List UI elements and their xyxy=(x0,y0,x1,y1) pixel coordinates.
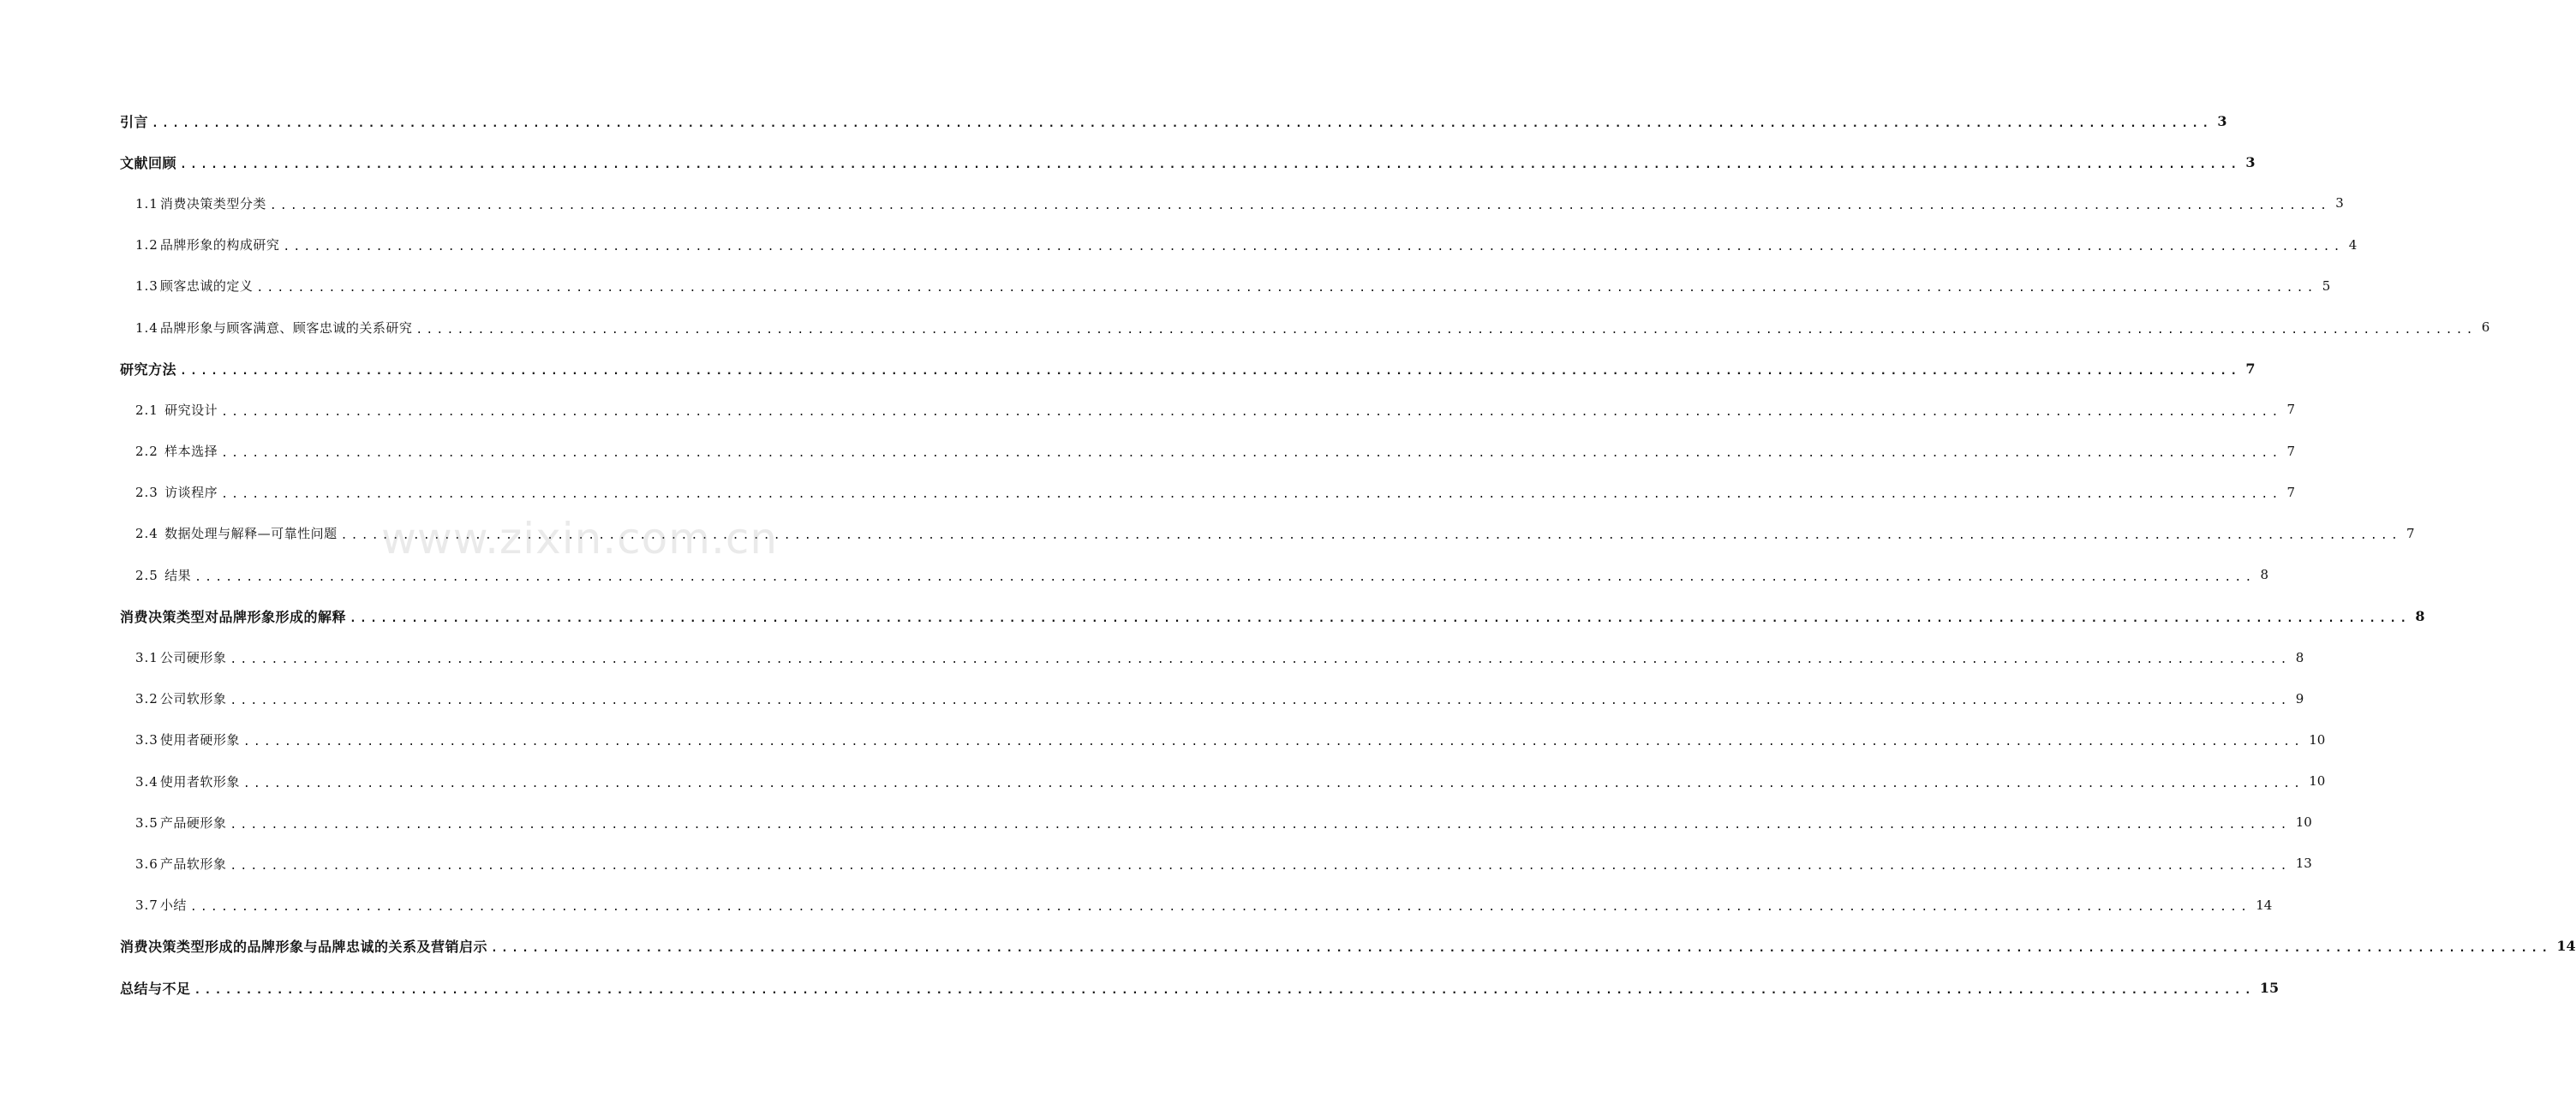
toc-entry-title: 公司硬形象 xyxy=(159,650,227,666)
toc-page-number: 3 xyxy=(2245,153,2256,170)
toc-entry-number: 3.4 xyxy=(135,773,158,790)
toc-page-number: 7 xyxy=(2286,484,2296,500)
toc-section-entry[interactable] xyxy=(120,265,2331,307)
toc-entry-label xyxy=(135,277,253,295)
toc-page-number: 5 xyxy=(2322,277,2331,294)
toc-entry-label xyxy=(135,648,226,666)
toc-entry-number: 2.3 xyxy=(135,485,158,501)
dot-leader: ........................................................................................................................................................................................................ xyxy=(242,777,2304,790)
toc-entry-label xyxy=(135,566,191,584)
dot-leader: ........................................................................................................................................................................................................ xyxy=(194,570,2256,584)
toc-section-entry[interactable] xyxy=(120,307,2490,348)
toc-page-number: 8 xyxy=(2260,567,2269,583)
toc-entry-title: 研究方法 xyxy=(120,361,177,378)
toc-section-entry[interactable] xyxy=(120,760,2326,802)
dot-leader: ........................................................................................................................................................................................................ xyxy=(283,241,2344,254)
toc-entry-label xyxy=(135,896,187,914)
toc-page-number: 4 xyxy=(2348,236,2358,253)
dot-leader: ........................................................................................................................................................................................................ xyxy=(256,282,2317,295)
toc-entry-label xyxy=(120,606,346,626)
toc-entry-label xyxy=(120,359,176,379)
toc-entry-label xyxy=(135,442,218,460)
toc-entry-number: 2.2 xyxy=(135,444,158,460)
toc-entry-number: 1.2 xyxy=(135,237,158,253)
toc-entry-label xyxy=(135,236,279,253)
toc-entry-label xyxy=(135,194,266,212)
toc-chapter-entry[interactable] xyxy=(120,100,2227,141)
toc-entry-title: 使用者硬形象 xyxy=(159,732,240,748)
toc-section-entry[interactable] xyxy=(120,843,2312,884)
toc-entry-label xyxy=(135,772,240,790)
dot-leader: ........................................................................................................................................................................................................ xyxy=(230,653,2291,667)
toc-entry-label xyxy=(135,524,338,542)
dot-leader: ........................................................................................................................................................................................................ xyxy=(242,736,2304,749)
toc-page-number: 15 xyxy=(2259,979,2280,996)
dot-leader: ........................................................................................................................................................................................................ xyxy=(221,405,2282,419)
toc-page-number: 14 xyxy=(2556,938,2576,955)
toc-entry-label xyxy=(135,814,226,832)
toc-entry-label xyxy=(120,978,191,998)
toc-chapter-entry[interactable] xyxy=(120,141,2256,182)
toc-entry-label xyxy=(120,111,148,131)
toc-entry-label xyxy=(135,483,218,501)
toc-entry-label xyxy=(120,936,487,956)
toc-entry-label xyxy=(135,689,226,707)
dot-leader: ........................................................................................................................................................................................................ xyxy=(180,158,2241,171)
toc-entry-title: 消费决策类型形成的品牌形象与品牌忠诚的关系及营销启示 xyxy=(120,939,488,956)
dot-leader: ........................................................................................................................................................................................................ xyxy=(415,323,2477,337)
watermark: www.zixin.com.cn xyxy=(381,514,779,563)
toc-entry-label xyxy=(120,152,176,172)
dot-leader: ........................................................................................................................................................................................................ xyxy=(221,488,2282,502)
toc-entry-title: 品牌形象与顾客满意、顾客忠诚的关系研究 xyxy=(159,319,413,336)
dot-leader: ........................................................................................................................................................................................................ xyxy=(340,529,2401,543)
toc-section-entry[interactable] xyxy=(120,678,2304,719)
toc-page-number: 10 xyxy=(2309,731,2326,748)
toc-entry-title: 顾客忠诚的定义 xyxy=(159,278,254,295)
toc-chapter-entry[interactable] xyxy=(120,595,2425,636)
dot-leader: ........................................................................................................................................................................................................ xyxy=(221,447,2282,461)
toc-section-entry[interactable] xyxy=(120,224,2358,265)
toc-section-entry[interactable] xyxy=(120,389,2296,430)
toc-page-number: 13 xyxy=(2295,856,2312,872)
toc-entry-title: 结果 xyxy=(159,567,192,583)
toc-entry-title: 访谈程序 xyxy=(159,485,218,501)
toc-entry-number: 1.4 xyxy=(135,319,158,336)
toc-entry-title: 公司软形象 xyxy=(159,691,227,707)
toc-section-entry[interactable] xyxy=(120,431,2296,472)
toc-section-entry[interactable] xyxy=(120,182,2344,224)
toc-entry-title: 样本选择 xyxy=(159,444,218,460)
toc-entry-title: 品牌形象的构成研究 xyxy=(159,237,280,253)
toc-page-number: 14 xyxy=(2256,897,2273,913)
toc-section-entry[interactable] xyxy=(120,885,2273,926)
toc-page-number: 3 xyxy=(2335,195,2344,212)
toc-page-number: 10 xyxy=(2309,773,2326,790)
toc-entry-number: 3.5 xyxy=(135,814,158,831)
dot-leader: ........................................................................................................................................................................................................ xyxy=(230,818,2291,832)
toc-entry-number: 2.1 xyxy=(135,402,158,418)
toc-page-number: 8 xyxy=(2295,649,2304,665)
toc-entry-number: 2.4 xyxy=(135,526,158,542)
toc-entry-number: 1.3 xyxy=(135,278,158,295)
toc-page-number: 9 xyxy=(2295,690,2304,707)
toc-entry-title: 消费决策类型分类 xyxy=(159,195,266,212)
toc-entry-number: 3.7 xyxy=(135,897,158,914)
toc-chapter-entry[interactable] xyxy=(120,926,2576,967)
toc-entry-number: 3.6 xyxy=(135,856,158,872)
toc-section-entry[interactable] xyxy=(120,472,2296,513)
toc-entry-title: 引言 xyxy=(120,113,149,130)
toc-page-number: 7 xyxy=(2245,360,2256,377)
toc-entry-title: 数据处理与解释—可靠性问题 xyxy=(159,526,338,542)
toc-entry-number: 2.5 xyxy=(135,567,158,583)
toc-page-number: 6 xyxy=(2481,319,2490,336)
toc-entry-label xyxy=(135,401,218,419)
toc-section-entry[interactable] xyxy=(120,719,2326,760)
dot-leader: ........................................................................................................................................................................................................ xyxy=(189,901,2251,915)
toc-entry-title: 消费决策类型对品牌形象形成的解释 xyxy=(120,608,347,625)
toc-entry-number: 3.2 xyxy=(135,691,158,707)
toc-entry-label xyxy=(135,855,226,873)
toc-section-entry[interactable] xyxy=(120,636,2304,677)
toc-entry-title: 产品软形象 xyxy=(159,856,227,872)
toc-page-number: 3 xyxy=(2217,112,2227,129)
toc-chapter-entry[interactable] xyxy=(120,348,2256,389)
toc-entry-title: 文献回顾 xyxy=(120,154,177,171)
dot-leader: ........................................................................................................................................................................................................ xyxy=(491,942,2552,956)
dot-leader: ........................................................................................................................................................................................................ xyxy=(152,116,2213,130)
toc-section-entry[interactable] xyxy=(120,513,2415,554)
toc-page-number: 7 xyxy=(2286,443,2296,459)
dot-leader: ........................................................................................................................................................................................................ xyxy=(269,199,2331,212)
dot-leader: ........................................................................................................................................................................................................ xyxy=(230,859,2291,873)
toc-entry-title: 研究设计 xyxy=(159,402,218,418)
table-of-contents xyxy=(120,100,2576,1008)
dot-leader: ........................................................................................................................................................................................................ xyxy=(180,364,2241,378)
toc-entry-number: 1.1 xyxy=(135,195,158,212)
toc-section-entry[interactable] xyxy=(120,554,2269,595)
toc-page-number: 10 xyxy=(2295,814,2312,831)
toc-page-number: 8 xyxy=(2415,607,2425,624)
toc-entry-number: 3.1 xyxy=(135,650,158,666)
toc-section-entry[interactable] xyxy=(120,802,2312,843)
dot-leader: ........................................................................................................................................................................................................ xyxy=(230,695,2291,708)
dot-leader: ........................................................................................................................................................................................................ xyxy=(194,983,2255,997)
toc-entry-title: 产品硬形象 xyxy=(159,814,227,831)
toc-entry-title: 使用者软形象 xyxy=(159,773,240,790)
toc-entry-title: 小结 xyxy=(159,897,187,914)
toc-entry-title: 总结与不足 xyxy=(120,980,191,997)
toc-entry-number: 3.3 xyxy=(135,732,158,748)
toc-page-number: 7 xyxy=(2286,402,2296,418)
dot-leader: ........................................................................................................................................................................................................ xyxy=(350,611,2411,625)
toc-page-number: 7 xyxy=(2406,525,2415,541)
toc-entry-label xyxy=(135,730,240,748)
toc-chapter-entry[interactable] xyxy=(120,967,2280,1008)
toc-entry-label xyxy=(135,319,412,337)
